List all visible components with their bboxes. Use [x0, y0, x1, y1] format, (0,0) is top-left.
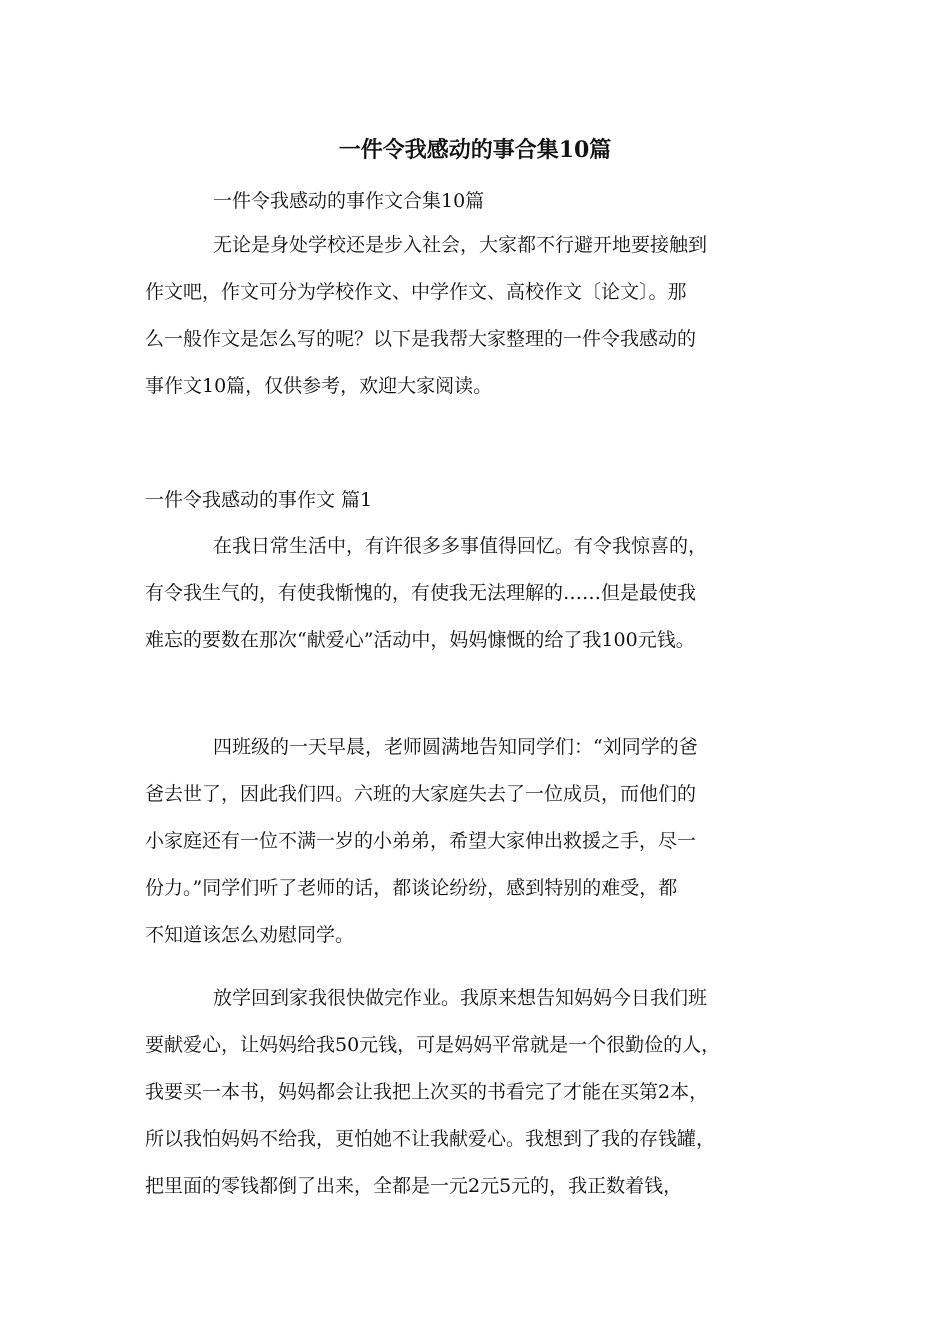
paragraph-line: 把里面的零钱都倒了出来，全都是一元2元5元的，我正数着钱，: [145, 1175, 683, 1197]
paragraph-line: 在我日常生活中，有许很多多事值得回忆。有令我惊喜的，: [213, 535, 708, 557]
intro-line: 作文吧，作文可分为学校作文、中学作文、高校作文〔论文〕。那: [145, 281, 687, 303]
paragraph-line: 四班级的一天早晨，老师圆满地告知同学们：“刘同学的爸: [213, 736, 698, 758]
paragraph-2: [145, 724, 825, 959]
paragraph-line: 难忘的要数在那次“献爱心”活动中，妈妈慷慨的给了我100元钱。: [145, 629, 695, 651]
paragraph-line: 份力。”同学们听了老师的话，都谈论纷纷，感到特别的难受，都: [145, 877, 678, 899]
paragraph-line: 小家庭还有一位不满一岁的小弟弟，希望大家伸出救援之手，尽一: [145, 830, 697, 852]
intro-line: 么一般作文是怎么写的呢？以下是我帮大家整理的一件令我感动的: [145, 328, 697, 350]
section-heading: 一件令我感动的事作文 篇1: [145, 489, 373, 511]
document-subtitle: 一件令我感动的事作文合集10篇: [213, 190, 485, 212]
paragraph-line: 放学回到家我很快做完作业。我原来想告知妈妈今日我们班: [213, 987, 708, 1009]
paragraph-1: [145, 523, 825, 664]
paragraph-line: 我要买一本书，妈妈都会让我把上次买的书看完了才能在买第2本，: [145, 1081, 709, 1103]
paragraph-line: 要献爱心，让妈妈给我50元钱，可是妈妈平常就是一个很勤俭的人，: [145, 1034, 721, 1056]
paragraph-line: 爸去世了，因此我们四。六班的大家庭失去了一位成员，而他们的: [145, 783, 697, 805]
intro-line: 事作文10篇，仅供参考，欢迎大家阅读。: [145, 375, 493, 397]
intro-line: 无论是身处学校还是步入社会，大家都不行避开地要接触到: [213, 234, 708, 256]
paragraph-3: [145, 975, 825, 1210]
paragraph-line: 不知道该怎么劝慰同学。: [145, 924, 355, 946]
intro-paragraph: [145, 222, 825, 410]
paragraph-line: 所以我怕妈妈不给我，更怕她不让我献爱心。我想到了我的存钱罐，: [145, 1128, 716, 1150]
paragraph-line: 有令我生气的，有使我惭愧的，有使我无法理解的……但是最使我: [145, 582, 697, 604]
document-title: 一件令我感动的事合集10篇: [338, 137, 612, 163]
